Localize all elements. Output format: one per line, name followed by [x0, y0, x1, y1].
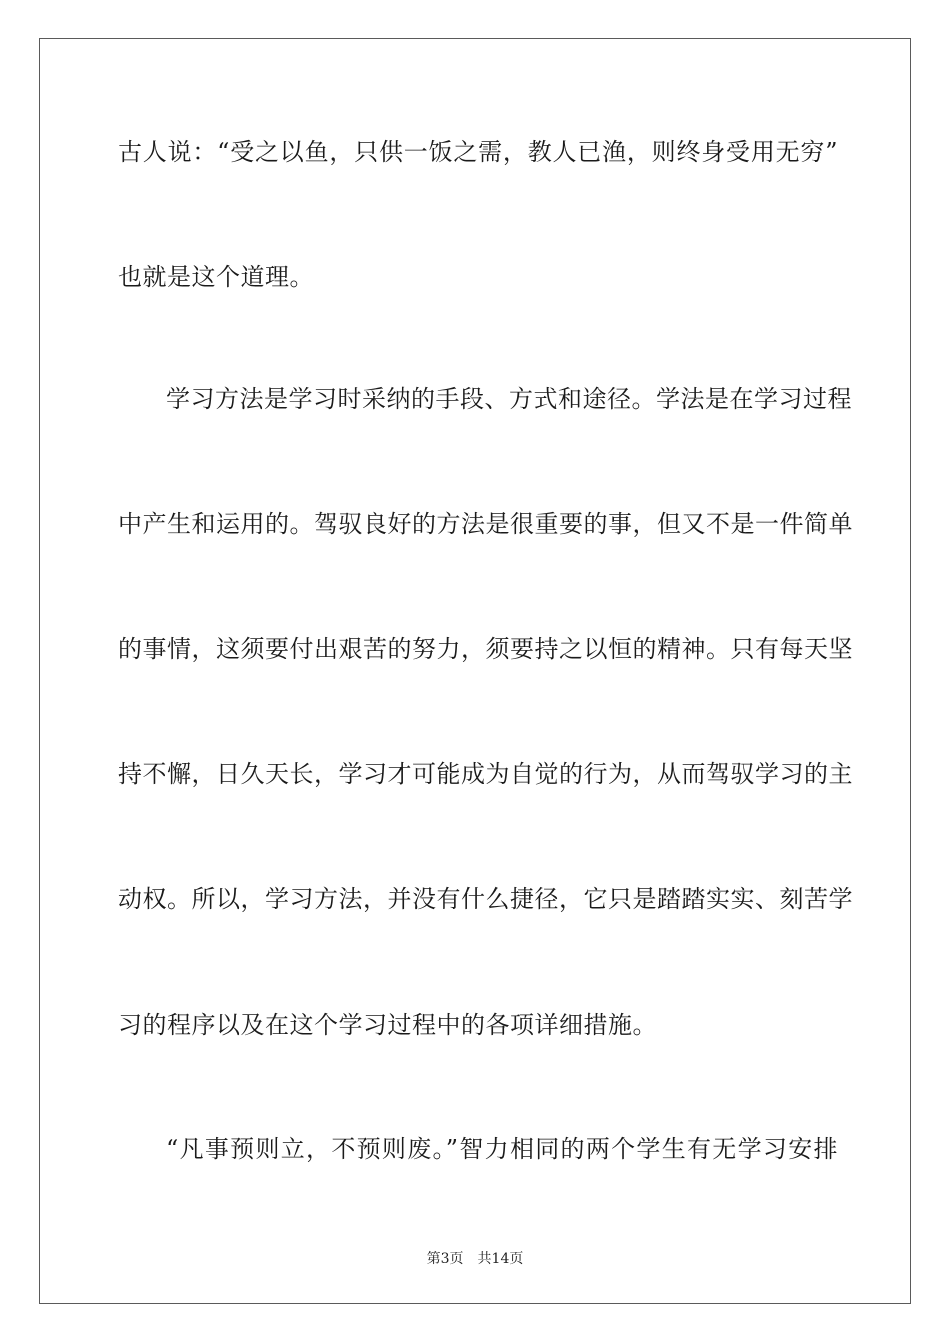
paragraph-line: 习的程序以及在这个学习过程中的各项详细措施。 — [118, 1011, 657, 1039]
page-frame — [39, 38, 911, 1304]
paragraph-line: 的事情，这须要付出艰苦的努力，须要持之以恒的精神。只有每天坚 — [118, 635, 853, 663]
page-footer — [0, 1248, 950, 1268]
paragraph-line: 中产生和运用的。驾驭良好的方法是很重要的事，但又不是一件简单 — [118, 510, 853, 538]
paragraph-line: 持不懈，日久天长，学习才可能成为自觉的行为，从而驾驭学习的主 — [118, 760, 853, 788]
page-number: 第3页 — [426, 1251, 464, 1267]
paragraph-line: 学习方法是学习时采纳的手段、方式和途径。学法是在学习过程 — [166, 385, 852, 413]
paragraph-line: 也就是这个道理。 — [118, 263, 314, 291]
paragraph-line: 动权。所以，学习方法，并没有什么捷径，它只是踏踏实实、刻苦学 — [118, 885, 853, 913]
paragraph-line: “凡事预则立，不预则废。”智力相同的两个学生有无学习安排 — [166, 1135, 838, 1163]
page-total: 共14页 — [477, 1251, 524, 1267]
paragraph-line: 古人说：“受之以鱼，只供一饭之需，教人已渔，则终身受用无穷” — [118, 138, 838, 166]
